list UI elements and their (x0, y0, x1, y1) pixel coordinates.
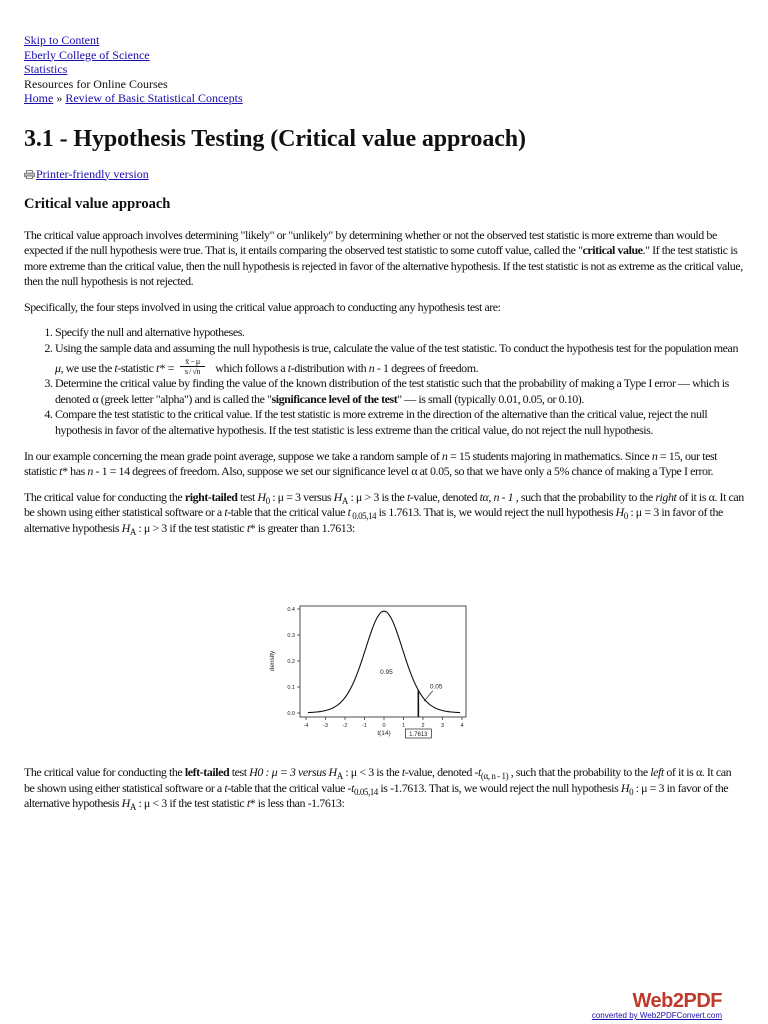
formula-denominator: s / √n (184, 366, 200, 376)
text: * is less than -1.7613: (249, 796, 345, 811)
t-statistic-formula (180, 357, 205, 376)
text: test (237, 489, 258, 504)
subscript: 0 (265, 495, 270, 506)
t-symbol: t (287, 360, 291, 375)
text: -statistic (117, 360, 156, 375)
n-symbol: n (441, 448, 448, 463)
subscript: A (129, 802, 136, 813)
x-tick-label: 4 (460, 723, 464, 729)
text: test (229, 765, 250, 779)
x-tick-label: 1 (401, 723, 406, 729)
logo-part: Web (632, 990, 673, 1012)
h-symbol: H (257, 489, 266, 504)
y-axis-label: density (269, 650, 276, 672)
text: , such that the probability to the (513, 489, 656, 504)
t-symbol: t (351, 780, 354, 795)
text: " — is small (typically 0.01, 0.05, or 0.10). (397, 391, 584, 406)
t-symbol: t (224, 505, 228, 520)
text: The critical value for conducting the (24, 765, 185, 779)
left-tailed-term: left-tailed (184, 765, 230, 779)
page-title: 3.1 - Hypothesis Testing (Critical value approach) (24, 125, 526, 152)
intro-paragraph (24, 228, 744, 290)
text: = 15, our test statistic (24, 448, 718, 479)
steps-list (24, 325, 744, 438)
t-symbol: t (401, 765, 405, 779)
list-item: 1. Specify the null and alternative hypotheses. (55, 325, 744, 341)
text: : μ > 3 is the (347, 489, 407, 504)
h-symbol: H (328, 765, 337, 779)
subscript: 0 (629, 786, 634, 797)
breadcrumb (24, 91, 744, 106)
mu-symbol: μ (55, 360, 61, 375)
subscript: 0.05,14 (350, 511, 377, 522)
left-tailed-paragraph (24, 765, 744, 812)
x-tick-label: -2 (342, 723, 348, 729)
list-item (55, 341, 744, 376)
n-symbol: n (651, 448, 658, 463)
text: -value, denoted - (404, 765, 479, 779)
printer-icon[interactable] (24, 170, 35, 179)
text: : μ < 3 if the test statistic (135, 796, 247, 811)
area-label-095: 0.95 (380, 669, 393, 676)
text: of it is α. It can be shown using either statistical software or a (24, 765, 732, 795)
plot-frame (300, 606, 466, 717)
resources-text: Resources for Online Courses (24, 76, 168, 91)
t-symbol: t (114, 360, 118, 375)
skip-to-content-link[interactable]: Skip to Content (24, 33, 100, 47)
subscript: 0 (623, 511, 628, 522)
critical-value-label: 1.7613 (409, 732, 428, 738)
converted-by-link[interactable]: converted by Web2PDFConvert.com (591, 1011, 722, 1020)
n-symbol: n (368, 360, 375, 375)
breadcrumb-separator: » (53, 91, 66, 105)
y-tick-label: 0.3 (287, 633, 295, 639)
h-symbol: H (121, 796, 130, 811)
n-symbol: n (87, 464, 93, 479)
text: : μ > 3 if the test statistic (135, 521, 247, 535)
breadcrumb-nav (24, 33, 744, 106)
text: : μ = 3 versus (269, 489, 334, 504)
eberly-college-link[interactable]: Eberly College of Science (24, 47, 150, 62)
y-tick-label: 0.0 (287, 711, 295, 717)
t-symbol: t (59, 464, 63, 479)
home-link[interactable]: Home (24, 91, 54, 105)
text: : μ = 3 in favor of the alternative hypothesis (24, 505, 723, 535)
x-tick-label: 0 (382, 723, 386, 729)
text: Determine the critical value by finding the value of the known distribution of the test statistic such that the probability of making a Type I error — which is denoted α (greek letter "alpha") and is called the " (55, 376, 729, 406)
text: -distribution with (290, 360, 369, 375)
text: In our example concerning the mean grade point average, suppose we take a random sample of (24, 448, 442, 463)
text: * has (62, 464, 88, 479)
left-tailed-section (24, 765, 744, 822)
review-concepts-link[interactable]: Review of Basic Statistical Concepts (65, 91, 243, 105)
text: : μ = 3 in favor of the alternative hypothesis (24, 780, 729, 811)
tstar-symbol: t* = (156, 360, 178, 375)
text: The critical value approach involves determining "likely" or "unlikely" by determining whether or not the observed test statistic is more extreme than would be expected if the null hypothesis were true. That is, it entails comparing the observed test statistic to some cutoff value, called the " (24, 227, 717, 258)
density-curve (308, 611, 460, 712)
text: The critical value for conducting the (24, 489, 185, 504)
printer-friendly-link[interactable]: Printer-friendly version (36, 166, 149, 181)
significance-level-term: significance level of the test (271, 391, 398, 406)
area-label-005: 0.05 (429, 683, 443, 691)
x-axis-label: t(14) (377, 730, 391, 737)
list-item (55, 376, 744, 407)
subscript: (α, n - 1) (480, 771, 509, 781)
printer-friendly (24, 167, 744, 182)
logo-wordmark (633, 990, 722, 1013)
text: = 15 students majoring in mathematics. Since (447, 448, 652, 463)
x-tick-label: -3 (323, 723, 328, 729)
left-word: left (650, 765, 664, 779)
formula-numerator: x̄ − μ (180, 357, 205, 367)
section-title: Critical value approach (24, 195, 171, 212)
h-symbol: H (615, 505, 624, 520)
steps-intro: Specifically, the four steps involved in using the critical value approach to conducting any hypothesis test are: (24, 299, 501, 314)
subscript: A (336, 771, 343, 781)
y-tick-label: 0.4 (287, 607, 295, 613)
text: which follows a (212, 360, 288, 375)
t-symbol: t (224, 780, 228, 795)
subscript: A (341, 495, 348, 506)
y-tick-label: 0.2 (287, 659, 295, 665)
text: - 1 = 14 degrees of freedom. Also, suppose we set our significance level α at 0.05, so that we have only a 5% chance of making a Type I error. (92, 464, 714, 479)
text: is -1.7613. That is, we would reject the null hypothesis (377, 780, 621, 795)
t-symbol: t (246, 796, 250, 811)
x-tick-label: 2 (421, 723, 425, 729)
h-symbol: H (333, 489, 342, 504)
x-tick-label: 3 (440, 723, 445, 729)
tail-arrow (424, 691, 433, 701)
right-word: right (655, 489, 677, 504)
text: : μ < 3 is the (342, 765, 402, 779)
text: -value, denoted (409, 489, 480, 504)
text: * is greater than 1.7613: (249, 521, 355, 535)
critical-value-term: critical value (582, 243, 643, 258)
text: -table that the critical value - (227, 780, 352, 795)
t-alpha-symbol: tα, n - 1 (479, 489, 514, 504)
y-tick-label: 0.1 (287, 685, 295, 691)
x-tick-label: -1 (362, 723, 367, 729)
text: , we use the (60, 360, 115, 375)
list-item: 4. Compare the test statistic to the critical value. If the test statistic is more extreme in the direction of the alternative than the critical value, reject the null hypothesis in favor of the alternative hypothesis. If the test statistic is less extreme than the critical value, do not reject the null hypothesis. (55, 407, 744, 438)
t-symbol: t (478, 765, 481, 779)
h-symbol: H (121, 521, 130, 535)
logo-part: 2 (672, 990, 684, 1012)
text: is 1.7613. That is, we would reject the null hypothesis (376, 505, 616, 520)
logo-part: PDF (683, 990, 722, 1012)
t-symbol: t (406, 489, 410, 504)
web2pdf-logo[interactable] (591, 990, 746, 1020)
page-content (24, 33, 744, 547)
text: ." If the test statistic is more extreme than the critical value, then the null hypothesis is rejected in favor of the alternative hypothesis. If the test statistic is not as extreme as the critical value, then the null hypothesis is not rejected. (24, 243, 743, 289)
h-symbol: H (620, 780, 630, 795)
text: Using the sample data and assuming the null hypothesis is true, calculate the value of the test statistic. To conduct the hypothesis test for the population mean (55, 341, 738, 356)
h0-text: H0 : μ = 3 versus (249, 765, 329, 779)
t-symbol: t (246, 521, 250, 535)
subscript: A (129, 527, 136, 537)
right-tailed-term: right-tailed (184, 489, 238, 504)
text: of it is α. It can be shown using either statistical software or a (24, 489, 744, 520)
subscript: 0.05,14 (354, 786, 378, 797)
statistics-link[interactable]: Statistics (24, 62, 68, 76)
t-symbol: t (347, 505, 351, 520)
example-paragraph (24, 449, 744, 480)
x-tick-label: -4 (303, 723, 309, 729)
text: -table that the critical value (227, 505, 348, 520)
text: - 1 degrees of freedom. (374, 360, 479, 375)
t-distribution-chart (266, 603, 478, 743)
right-tailed-paragraph (24, 490, 744, 537)
text: , such that the probability to the (508, 765, 651, 779)
